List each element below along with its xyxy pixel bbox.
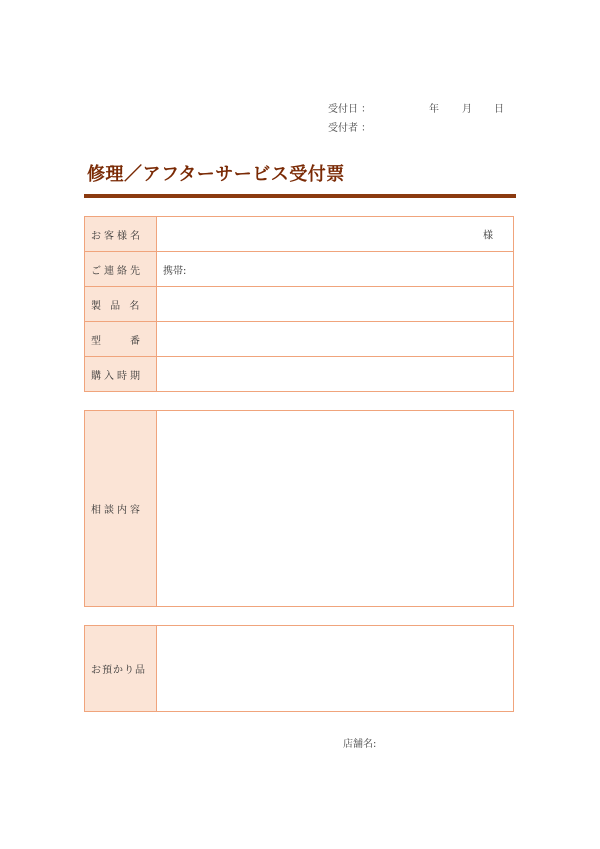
- product-name-field[interactable]: [157, 287, 513, 321]
- year-unit: 年: [429, 104, 439, 115]
- received-date-label: 受付日 ：: [328, 104, 372, 115]
- deposited-items-label: お預かり品: [85, 626, 157, 711]
- deposited-items-field[interactable]: [157, 626, 513, 711]
- mobile-label: 携帯:: [163, 265, 187, 277]
- contact-field[interactable]: [157, 252, 513, 286]
- contact-label: ご連絡先: [85, 252, 157, 286]
- consultation-table: [84, 410, 514, 607]
- day-unit: 日: [494, 104, 504, 115]
- customer-name-row: [85, 217, 513, 252]
- purchase-date-label: 購入時期: [85, 357, 157, 391]
- contact-row: [85, 252, 513, 287]
- store-name-label: 店舗名:: [343, 739, 377, 750]
- honorific-suffix: 様: [483, 230, 493, 242]
- purchase-date-field[interactable]: [157, 357, 513, 391]
- received-date-line: [328, 100, 518, 114]
- received-by-label: 受付者 ：: [328, 123, 372, 134]
- deposited-items-row: [85, 626, 513, 711]
- customer-name-field[interactable]: [157, 217, 513, 251]
- model-number-label: 型 番: [85, 322, 157, 356]
- month-unit: 月: [462, 104, 472, 115]
- model-number-row: [85, 322, 513, 357]
- purchase-date-row: [85, 357, 513, 391]
- consultation-label: 相談内容: [85, 411, 157, 606]
- consultation-field[interactable]: [157, 411, 513, 606]
- consultation-row: [85, 411, 513, 606]
- model-number-field[interactable]: [157, 322, 513, 356]
- deposited-items-table: [84, 625, 514, 712]
- title-rule: [84, 194, 516, 198]
- product-name-label: 製 品 名: [85, 287, 157, 321]
- customer-name-label: お客様名: [85, 217, 157, 251]
- received-by-line: [328, 119, 371, 134]
- customer-info-table: [84, 216, 514, 392]
- form-title: 修理／アフターサービス受付票: [87, 164, 345, 185]
- product-name-row: [85, 287, 513, 322]
